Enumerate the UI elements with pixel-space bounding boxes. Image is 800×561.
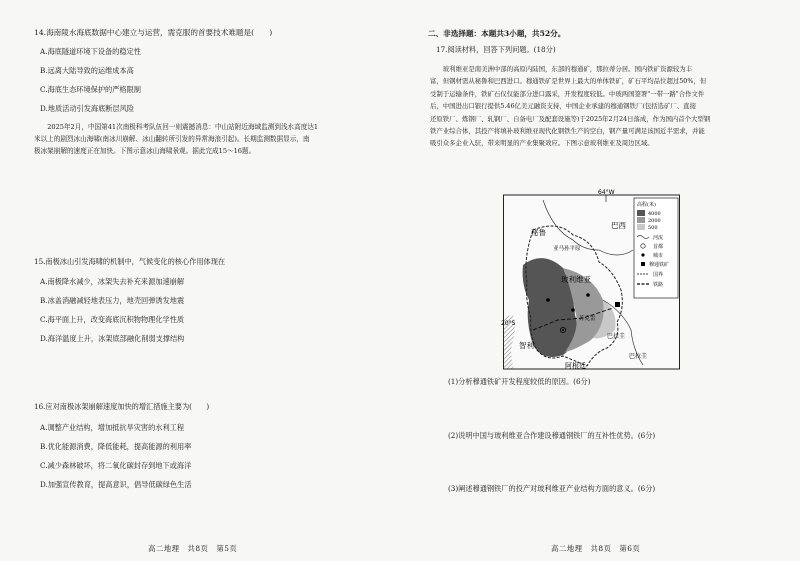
longitude-label: 64°W xyxy=(598,189,615,196)
label-chile: 智利 xyxy=(519,341,534,350)
capital-dot xyxy=(562,329,564,331)
question-14-option-d: D.地质活动引发海底断层风险 xyxy=(40,104,135,113)
material-line: 后，中国进出口银行提供5.46亿美元融资支持，中国企业承建的穆通钢铁厂(包括选矿厂、直接 xyxy=(430,102,696,111)
question-15-option-b: B.冰盖消融减轻地表压力，地壳回弹诱发地震 xyxy=(40,296,185,305)
legend-label: 首都 xyxy=(653,244,664,250)
legend-label: 4000 xyxy=(648,211,661,217)
material-line: 吸引众多企业入驻，带来明显的产业集聚效应。下图示意玻利维亚及周边区域。 xyxy=(430,139,654,148)
material-paragraph xyxy=(430,63,788,150)
legend-label: 500 xyxy=(648,225,658,231)
page-footer-left: 高二地理 共8页 第5页 xyxy=(148,544,238,553)
label-amazon-plain: 亚马孙平原 xyxy=(553,246,581,252)
question-14-option-a: A.海底隧道环境下设备的稳定性 xyxy=(40,47,141,56)
bolivia-map xyxy=(503,190,680,370)
mutun-mine-marker xyxy=(615,302,620,307)
label-brazil: 巴西 xyxy=(611,221,626,230)
question-17-intro: 17.阅读材料，回答下列问题。(18分) xyxy=(436,45,556,54)
city-marker xyxy=(546,298,550,302)
legend-city-symbol xyxy=(641,253,644,256)
question-16-option-b: B.优化能源消费，降低能耗，提高能源的利用率 xyxy=(40,442,192,451)
question-16-option-c: C.减少森林破坏，将二氧化碳封存到地下或海洋 xyxy=(40,461,192,470)
material-line: 2025年2月，中国第41次南极科考队伍回一则震撼消息：中山站附近海域监测到浅水高度达1 xyxy=(47,123,319,131)
city-marker xyxy=(586,293,590,297)
legend-label: 河流 xyxy=(653,235,664,241)
question-16-option-a: A.调整产业结构，增加抵抗旱灾害的水利工程 xyxy=(40,423,185,432)
legend-mine-symbol xyxy=(641,262,645,266)
exam-page-6 xyxy=(400,0,800,561)
legend-label: 2000 xyxy=(648,218,661,224)
question-14-option-c: C.海底生态环境保护的严格限制 xyxy=(40,85,141,94)
question-14-stem: 14.海南陵水海底数据中心建立与运营，需克服的首要技术难题是( ) xyxy=(34,28,273,37)
question-15-stem: 15.南极冰山引发海啸的机制中，气候变化的核心作用体现在 xyxy=(34,257,226,266)
label-peru: 秘鲁 xyxy=(531,228,546,237)
question-16-stem: 16.应对南极冰架崩解速度加快的增汇措施主要为( ) xyxy=(34,402,210,411)
legend-label: 国界 xyxy=(653,272,664,278)
sub-question-2: (2)说明中国与玻利维亚合作建设穆通钢铁厂的互补性优势。(6分) xyxy=(448,431,656,440)
legend-title: 高程(米) xyxy=(637,202,656,208)
label-argentina: 阿根廷 xyxy=(565,362,586,370)
legend-swatch-2000 xyxy=(637,217,645,223)
material-line: 米以上的剧烈冰山海啸(南冰川崩解、冰山翻转所引发的异常海浪引起)。长期监测数据显示，南 xyxy=(34,135,310,143)
material-line: 极冰架崩解的速度正在加快。下图示意冰山海啸景观。据此完成15～16题。 xyxy=(34,147,256,155)
question-15-option-a: A.南极降水减少，冰架失去补充来源加速崩解 xyxy=(40,277,185,286)
question-16-option-d: D.加强宣传教育，提高意识，倡导低碳绿色生活 xyxy=(40,480,192,489)
section-title: 二、非选择题：本题共3小题，共52分。 xyxy=(428,29,566,38)
question-15-option-c: C.海平面上升，改变海底沉积物物理化学性质 xyxy=(40,315,185,324)
latitude-label: 20°S xyxy=(501,320,516,327)
label-paraguay-2: 巴拉圭 xyxy=(629,353,648,360)
material-line: 还原铁厂、炼钢厂、轧钢厂、自备电厂及配套设施等)于2025年2月24日落成，作为国内首个大型钢 xyxy=(430,114,711,123)
question-14-option-b: B.远离大陆导致的运维成本高 xyxy=(40,66,134,75)
material-line: 铁产业综合体，其投产将填补玻利维亚现代化钢铁生产的空白，钢产量可满足该国近半需求，并能 xyxy=(430,127,705,136)
label-paraguay: 巴拉圭 xyxy=(607,333,626,340)
sub-question-3: (3)阐述穆通钢铁厂的投产对玻利维亚产业结构方面的意义。(6分) xyxy=(448,484,656,493)
label-bolivia: 玻利维亚 xyxy=(561,275,591,284)
material-line: 富，但钢材需从秘鲁和巴西进口。穆通铁矿是世界上最大的单体铁矿，矿石平均品位超过50%，但 xyxy=(430,77,707,86)
legend-label: 铁路 xyxy=(653,282,664,288)
material-paragraph xyxy=(34,121,382,157)
question-15-option-d: D.海洋温度上升，冰架底部融化削弱支撑结构 xyxy=(40,334,185,343)
legend-swatch-500 xyxy=(637,224,645,230)
sub-question-1: (1)分析穆通铁矿开发程度较低的原因。(6分) xyxy=(448,377,591,386)
material-line: 玻利维亚是南美洲中部的高原内陆国，东部的穆通矿，那拉蒂分居。国内铁矿资源较为丰 xyxy=(442,65,693,73)
legend-swatch-4000 xyxy=(637,210,645,216)
label-sucre: 苏克雷 xyxy=(579,316,596,322)
legend-label: 城市 xyxy=(653,253,664,259)
material-line: 受制于运输条件，铁矿石仅仅能部分进口露采，开发程度较低。中玻两国签署"一带一路"合作文件 xyxy=(430,89,705,98)
page-footer-right: 高二地理 共8页 第6页 xyxy=(551,544,641,553)
city-marker xyxy=(571,308,575,312)
legend-label: 穆通铁矿 xyxy=(649,262,670,268)
